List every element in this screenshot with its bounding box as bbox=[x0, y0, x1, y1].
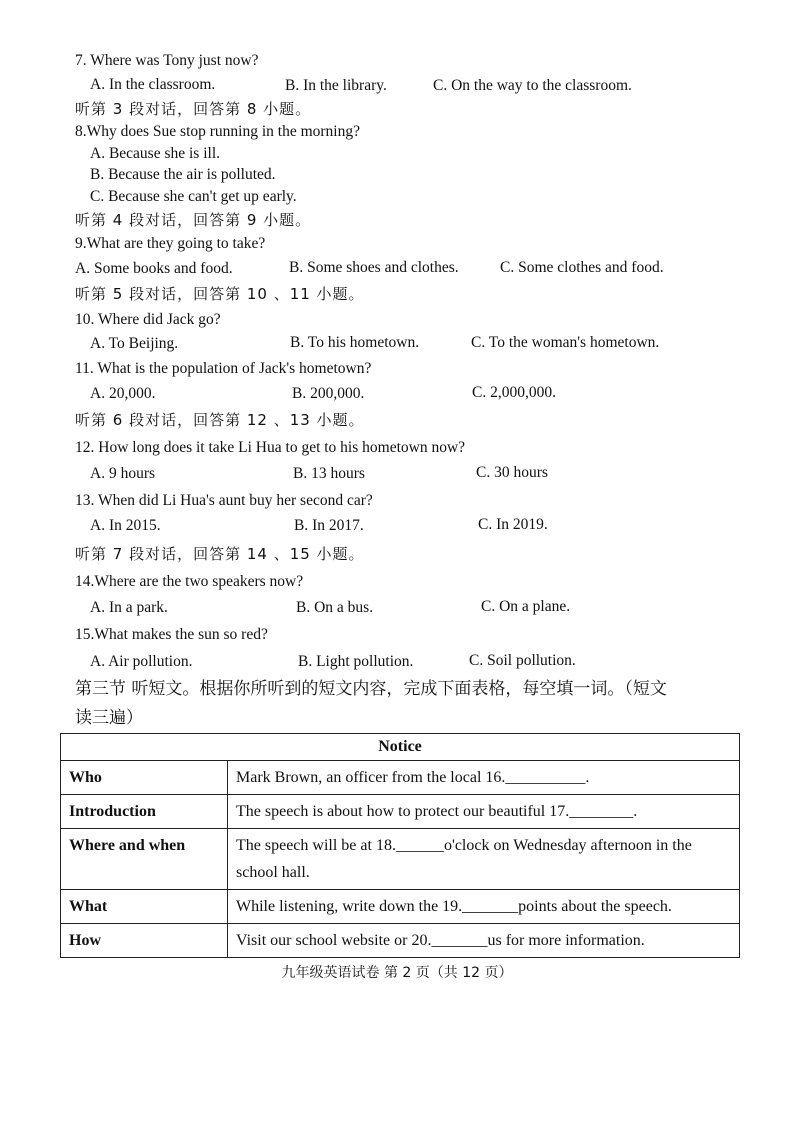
table-row bbox=[61, 924, 740, 958]
question-12-option-b: B. 13 hours bbox=[293, 465, 365, 482]
question-15-stem: 15.What makes the sun so red? bbox=[75, 626, 268, 643]
row-text-where-when: The speech will be at 18.______o'clock on Wednesday afternoon in the school hall. bbox=[228, 829, 740, 890]
question-9-option-a: A. Some books and food. bbox=[75, 260, 233, 277]
question-15-option-c: C. Soil pollution. bbox=[469, 652, 576, 669]
question-11-option-c: C. 2,000,000. bbox=[472, 384, 556, 401]
row-text-who: Mark Brown, an officer from the local 16.__________. bbox=[228, 761, 740, 795]
question-10-option-c: C. To the woman's hometown. bbox=[471, 334, 660, 351]
question-10-stem: 10. Where did Jack go? bbox=[75, 311, 221, 328]
question-7-stem: 7. Where was Tony just now? bbox=[75, 52, 259, 69]
question-12-option-a: A. 9 hours bbox=[90, 465, 156, 482]
question-15-option-b: B. Light pollution. bbox=[298, 653, 414, 670]
question-8-option-b: B. Because the air is polluted. bbox=[90, 166, 276, 183]
question-10-option-a: A. To Beijing. bbox=[90, 335, 179, 352]
dialogue-3-instruction: 听第 3 段对话，回答第 8 小题。 bbox=[75, 100, 312, 118]
table-row bbox=[61, 761, 740, 795]
question-11-option-a: A. 20,000. bbox=[90, 385, 156, 402]
question-13-stem: 13. When did Li Hua's aunt buy her second car? bbox=[75, 492, 373, 509]
dialogue-4-instruction: 听第 4 段对话，回答第 9 小题。 bbox=[75, 211, 312, 229]
question-10-option-b: B. To his hometown. bbox=[290, 334, 420, 351]
question-7-option-c: C. On the way to the classroom. bbox=[433, 77, 632, 94]
row-text-what: While listening, write down the 19._______points about the speech. bbox=[228, 890, 740, 924]
question-15-option-a: A. Air pollution. bbox=[90, 653, 193, 670]
dialogue-6-instruction: 听第 6 段对话，回答第 12 、13 小题。 bbox=[75, 411, 365, 429]
page-footer: 九年级英语试卷 第 2 页（共 12 页） bbox=[281, 965, 513, 981]
question-11-option-b: B. 200,000. bbox=[292, 385, 365, 402]
question-14-option-c: C. On a plane. bbox=[481, 598, 571, 615]
table-row bbox=[61, 890, 740, 924]
question-12-option-c: C. 30 hours bbox=[476, 464, 548, 481]
row-text-introduction: The speech is about how to protect our beautiful 17.________. bbox=[228, 795, 740, 829]
dialogue-7-instruction: 听第 7 段对话，回答第 14 、15 小题。 bbox=[75, 545, 365, 563]
table-row bbox=[61, 829, 740, 890]
table-row bbox=[61, 795, 740, 829]
question-7-option-b: B. In the library. bbox=[285, 77, 387, 94]
question-14-option-a: A. In a park. bbox=[90, 599, 168, 616]
question-13-option-a: A. In 2015. bbox=[90, 517, 161, 534]
section-3-instruction-continued: 读三遍） bbox=[75, 708, 143, 728]
question-12-stem: 12. How long does it take Li Hua to get to his hometown now? bbox=[75, 439, 466, 456]
question-9-option-b: B. Some shoes and clothes. bbox=[289, 259, 459, 276]
row-label-who: Who bbox=[61, 761, 228, 795]
notice-title: Notice bbox=[61, 734, 740, 761]
question-14-stem: 14.Where are the two speakers now? bbox=[75, 573, 304, 590]
row-label-where-when: Where and when bbox=[61, 829, 228, 890]
row-label-introduction: Introduction bbox=[61, 795, 228, 829]
dialogue-5-instruction: 听第 5 段对话，回答第 10 、11 小题。 bbox=[75, 285, 365, 303]
question-13-option-b: B. In 2017. bbox=[294, 517, 364, 534]
question-8-option-c: C. Because she can't get up early. bbox=[90, 188, 297, 205]
question-9-stem: 9.What are they going to take? bbox=[75, 235, 266, 252]
section-3-instruction: 第三节 听短文。根据你所听到的短文内容，完成下面表格，每空填一词。（短文 bbox=[75, 679, 667, 699]
question-7-option-a: A. In the classroom. bbox=[90, 76, 216, 93]
question-14-option-b: B. On a bus. bbox=[296, 599, 374, 616]
question-8-option-a: A. Because she is ill. bbox=[90, 145, 221, 162]
question-9-option-c: C. Some clothes and food. bbox=[500, 259, 664, 276]
question-13-option-c: C. In 2019. bbox=[478, 516, 548, 533]
row-text-how: Visit our school website or 20._______us for more information. bbox=[228, 924, 740, 958]
row-label-how: How bbox=[61, 924, 228, 958]
row-label-what: What bbox=[61, 890, 228, 924]
question-8-stem: 8.Why does Sue stop running in the morning? bbox=[75, 123, 360, 140]
notice-table bbox=[60, 733, 740, 958]
question-11-stem: 11. What is the population of Jack's hometown? bbox=[75, 360, 372, 377]
